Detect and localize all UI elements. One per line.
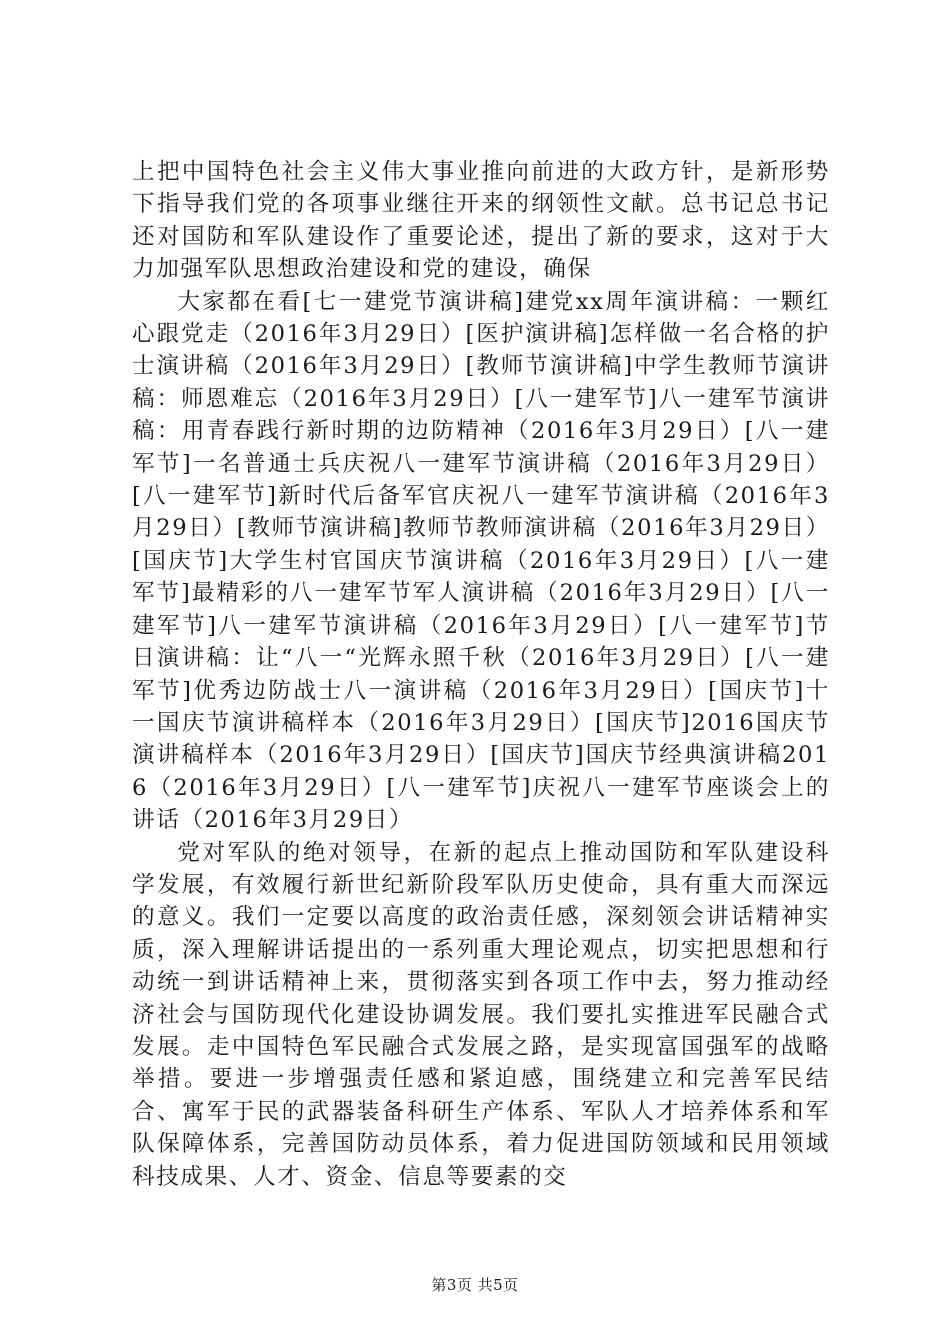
document-body (132, 156, 830, 1193)
paragraph-body: 党对军队的绝对领导，在新的起点上推动国防和军队建设科学发展，有效履行新世纪新阶段军队历史使命，具有重大而深远的意义。我们一定要以高度的政治责任感，深刻领会讲话精神实质，深入理解讲话提出的一系列重大理论观点，切实把思想和行动统一到讲话精神上来，贯彻落实到各项工作中去，努力推动经济社会与国防现代化建设协调发展。我们要扎实推进军民融合式发展。走中国特色军民融合式发展之路，是实现富国强军的战略举措。要进一步增强责任感和紧迫感，围绕建立和完善军民结合、寓军于民的武器装备科研生产体系、军队人才培养体系和军队保障体系，完善国防动员体系，着力促进国防领域和民用领域科技成果、人才、资金、信息等要素的交 (132, 839, 830, 1190)
page-number-footer: 第3页 共5页 (431, 1276, 519, 1294)
paragraph-continuation: 上把中国特色社会主义伟大事业推向前进的大政方针，是新形势下指导我们党的各项事业继往开来的纲领性文献。总书记总书记还对国防和军队建设作了重要论述，提出了新的要求，这对于大力加强军队思想政治建设和党的建设，确保 (132, 159, 830, 283)
paragraph-related-articles: 大家都在看[七一建党节演讲稿]建党xx周年演讲稿：一颗红心跟党走（2016年3月29日）[医护演讲稿]怎样做一名合格的护士演讲稿（2016年3月29日）[教师节演讲稿]中学生教师节演讲稿：师恩难忘（2016年3月29日）[八一建军节]八一建军节演讲稿：用青春践行新时期的边防精神（2016年3月29日）[八一建军节]一名普通士兵庆祝八一建军节演讲稿（2016年3月29日）[八一建军节]新时代后备军官庆祝八一建军节演讲稿（2016年3月29日）[教师节演讲稿]教师节教师演讲稿（2016年3月29日）[国庆节]大学生村官国庆节演讲稿（2016年3月29日）[八一建军节]最精彩的八一建军节军人演讲稿（2016年3月29日）[八一建军节]八一建军节演讲稿（2016年3月29日）[八一建军节]节日演讲稿：让“八一“光辉永照千秋（2016年3月29日）[八一建军节]优秀边防战士八一演讲稿（2016年3月29日）[国庆节]十一国庆节演讲稿样本（2016年3月29日）[国庆节]2016国庆节演讲稿样本（2016年3月29日）[国庆节]国庆节经典演讲稿2016（2016年3月29日）[八一建军节]庆祝八一建军节座谈会上的讲话（2016年3月29日） (132, 288, 830, 834)
